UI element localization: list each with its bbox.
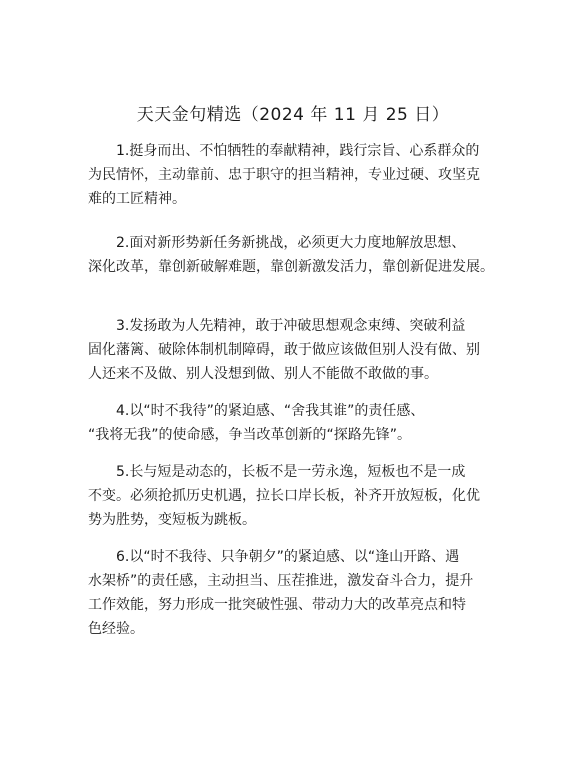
paragraph-line: 5.长与短是动态的，长板不是一劳永逸，短板也不是一成 xyxy=(116,464,466,480)
paragraph-line: 1.挺身而出、不怕牺牲的奉献精神，践行宗旨、心系群众的 xyxy=(116,143,480,159)
paragraph-line: “我将无我”的使命感，争当改革创新的“探路先锋”。 xyxy=(88,427,412,443)
paragraph-line: 2.面对新形势新任务新挑战，必须更大力度地解放思想、 xyxy=(116,235,466,251)
paragraph-line: 工作效能，努力形成一批突破性强、带动力大的改革亮点和特 xyxy=(88,597,466,613)
quote-paragraph-2 xyxy=(88,231,518,279)
paragraph-line: 人还来不及做、别人没想到做、别人不能做不敢做的事。 xyxy=(88,366,438,382)
document-title: 天天金句精选（2024 年 11 月 25 日） xyxy=(136,105,450,125)
quote-paragraph-1 xyxy=(88,139,518,211)
paragraph-line: 不变。必须抢抓历史机遇，拉长口岸长板，补齐开放短板，化优 xyxy=(88,488,480,504)
paragraph-line: 势为胜势，变短板为跳板。 xyxy=(88,512,256,528)
paragraph-line: 固化藩篱、破除体制机制障碍，敢于做应该做但别人没有做、别 xyxy=(88,342,480,358)
paragraph-line: 难的工匠精神。 xyxy=(88,191,186,207)
paragraph-line: 4.以“时不我待”的紧迫感、“舍我其谁”的责任感、 xyxy=(116,403,425,419)
quote-paragraph-5 xyxy=(88,460,518,532)
quote-paragraph-3 xyxy=(88,314,518,386)
paragraph-line: 6.以“时不我待、只争朝夕”的紧迫感、以“逢山开路、遇 xyxy=(116,549,460,565)
paragraph-line: 水架桥”的责任感，主动担当、压茬推进，激发奋斗合力，提升 xyxy=(88,573,474,589)
quote-paragraph-6 xyxy=(88,545,518,641)
paragraph-line: 色经验。 xyxy=(88,621,144,637)
quote-paragraph-4 xyxy=(88,399,518,447)
paragraph-line: 为民情怀，主动靠前、忠于职守的担当精神，专业过硬、攻坚克 xyxy=(88,167,480,183)
paragraph-line: 3.发扬敢为人先精神，敢于冲破思想观念束缚、突破利益 xyxy=(116,318,466,334)
paragraph-line: 深化改革，靠创新破解难题，靠创新激发活力，靠创新促进发展。 xyxy=(88,259,494,275)
